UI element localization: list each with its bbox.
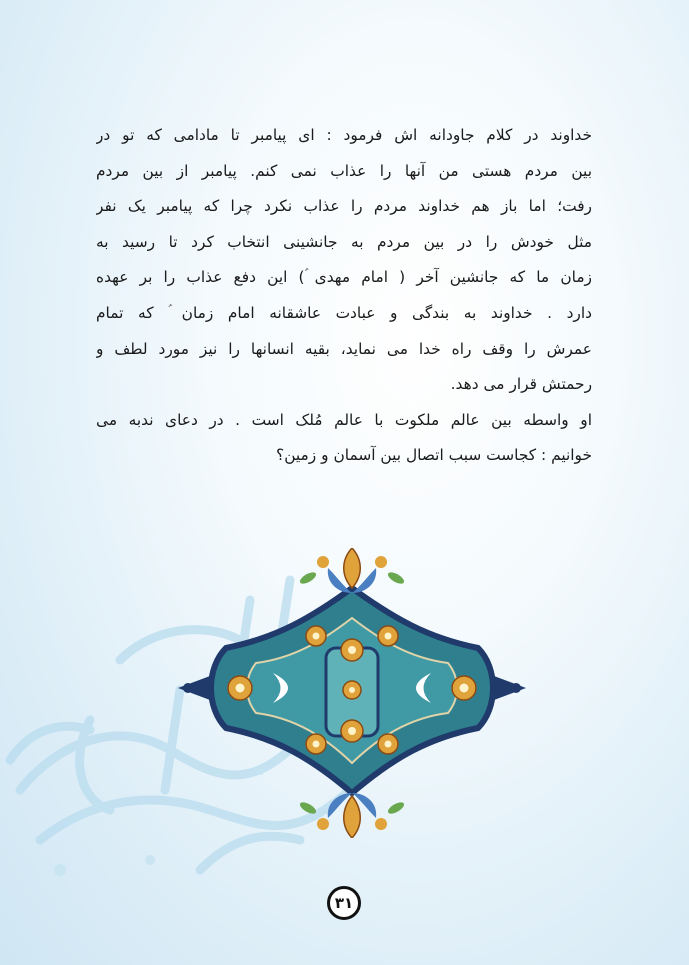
text-line: خوانیم : کجاست سبب اتصال بین آسمان و زمین؟ — [276, 446, 592, 465]
text-line: رحمتش قرار می دهد. — [450, 375, 592, 394]
text-line: مثل خودش را در بین مردم به جانشینی انتخاب کرد تا رسید به — [96, 232, 592, 251]
text-line: خداوند در کلام جاودانه اش فرمود : ای پیامبر تا مادامی که تو در — [96, 126, 592, 144]
text-line: دارد . خداوند به بندگی و عبادت عاشقانه امام زمان ؑ که تمام — [96, 303, 592, 322]
text-line: رفت؛ اما باز هم خداوند مردم را عذاب نکرد چرا که پیامبر یک نفر — [96, 197, 592, 216]
body-text — [96, 118, 592, 474]
text-line: او واسطه بین عالم ملکوت با عالم مُلک است . در دعای ندبه می — [96, 410, 592, 429]
text-line: عمرش را وقف راه خدا می نماید، بقیه انسانها را نیز مورد لطف و — [96, 339, 592, 358]
floral-ornament — [178, 548, 526, 838]
text-line: زمان ما که جانشین آخر ( امام مهدی ؑ) این دفع عذاب را بر عهده — [96, 268, 592, 287]
page-number: ۳۱ — [327, 886, 361, 920]
text-line: بین مردم هستی من آنها را عذاب نمی کنم. پیامبر از بین مردم — [96, 161, 592, 180]
